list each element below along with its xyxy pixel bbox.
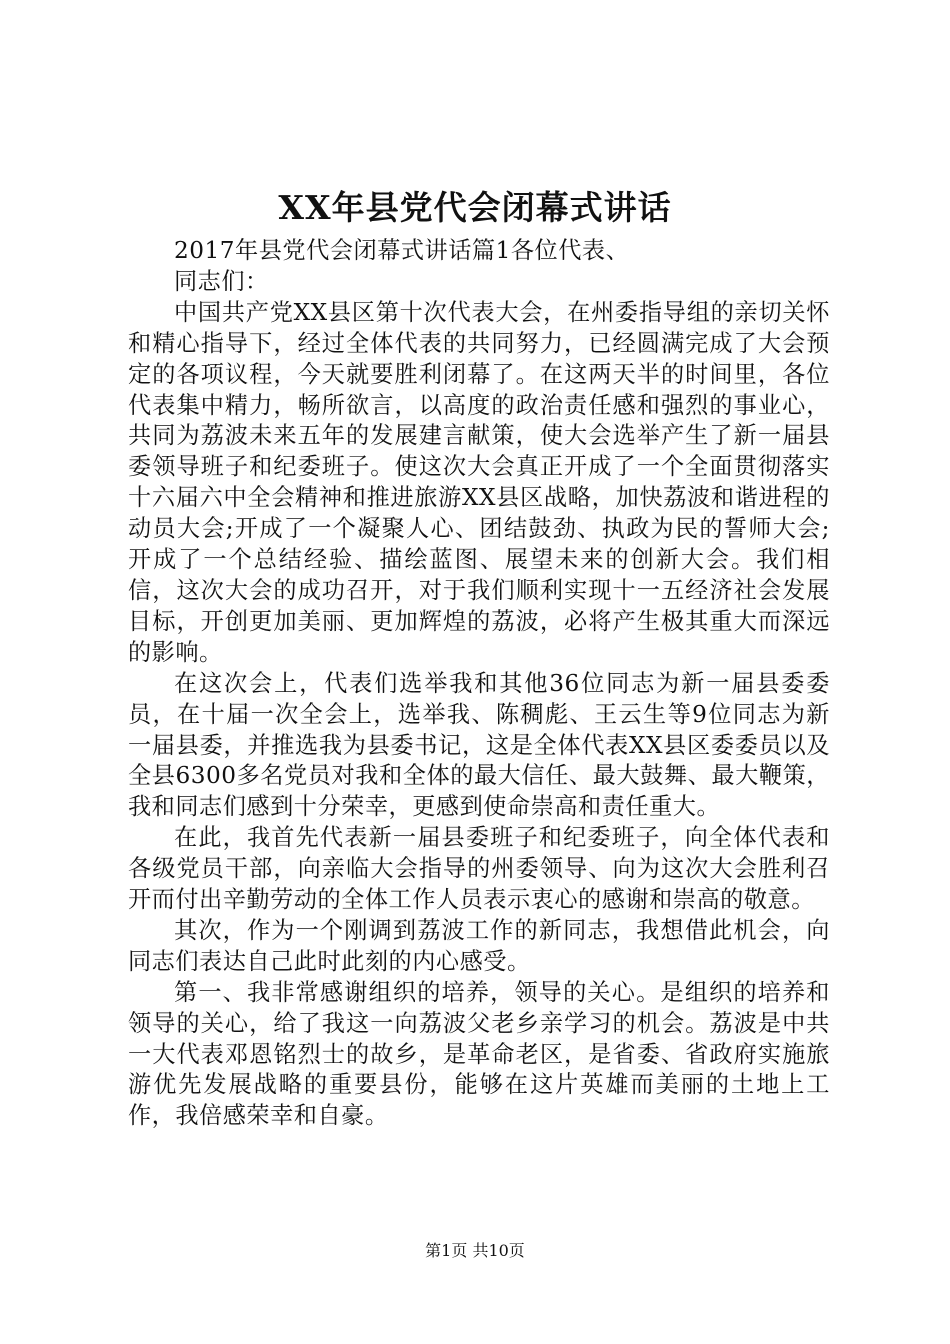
document-body bbox=[128, 236, 830, 1132]
paragraph-4: 其次，作为一个刚调到荔波工作的新同志，我想借此机会，向同志们表达自己此时此刻的内心感受。 bbox=[128, 916, 830, 975]
paragraph-1: 中国共产党XX县区第十次代表大会，在州委指导组的亲切关怀和精心指导下，经过全体代表的共同努力，已经圆满完成了大会预定的各项议程，今天就要胜利闭幕了。在这两天半的时间里，各位代表集中精力，畅所欲言，以高度的政治责任感和强烈的事业心，共同为荔波未来五年的发展建言献策，使大会选举产生了新一届县委领导班子和纪委班子。使这次大会真正开成了一个全面贯彻落实十六届六中全会精神和推进旅游XX县区战略，加快荔波和谐进程的动员大会;开成了一个凝聚人心、团结鼓劲、执政为民的誓师大会;开成了一个总结经验、描绘蓝图、展望未来的创新大会。我们相信，这次大会的成功召开，对于我们顺利实现十一五经济社会发展目标，开创更加美丽、更加辉煌的荔波，必将产生极其重大而深远的影响。 bbox=[128, 298, 830, 666]
paragraph-5: 第一、我非常感谢组织的培养，领导的关心。是组织的培养和领导的关心，给了我这一向荔波父老乡亲学习的机会。荔波是中共一大代表邓恩铭烈士的故乡，是革命老区，是省委、省政府实施旅游优先发展战略的重要县份，能够在这片英雄而美丽的土地上工作，我倍感荣幸和自豪。 bbox=[128, 978, 830, 1130]
paragraph-2: 在这次会上，代表们选举我和其他36位同志为新一届县委委员，在十届一次全会上，选举我、陈稠彪、王云生等9位同志为新一届县委，并推选我为县委书记，这是全体代表XX县区委委员以及全县6300多名党员对我和全体的最大信任、最大鼓舞、最大鞭策，我和同志们感到十分荣幸，更感到使命崇高和责任重大。 bbox=[128, 669, 830, 821]
header-line-2: 同志们： bbox=[174, 267, 269, 295]
header-line-1: 2017年县党代会闭幕式讲话篇1各位代表、 bbox=[174, 237, 630, 264]
page-number: 第1页 共10页 bbox=[425, 1241, 525, 1260]
paragraph-3: 在此，我首先代表新一届县委班子和纪委班子，向全体代表和各级党员干部，向亲临大会指导的州委领导、向为这次大会胜利召开而付出辛勤劳动的全体工作人员表示衷心的感谢和崇高的敬意。 bbox=[128, 824, 830, 914]
document-title: XX年县党代会闭幕式讲话 bbox=[278, 188, 672, 227]
